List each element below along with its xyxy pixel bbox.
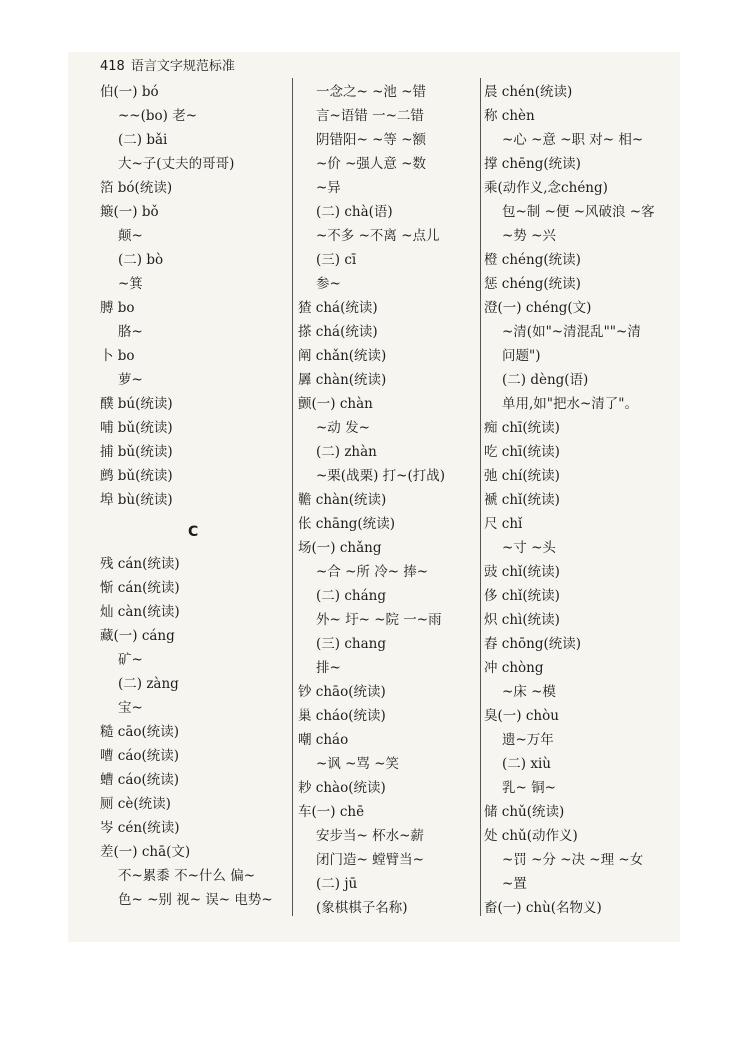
entry-subline: (三) chang [316, 636, 386, 652]
column-right [484, 80, 684, 920]
entry-subline: 矿~ [118, 652, 143, 668]
entry-headword: 藏(一) cáng [100, 628, 175, 644]
entry-headword: 耖 chào(统读) [298, 780, 386, 796]
entry-headword: 臭(一) chòu [484, 708, 559, 724]
entry-subline: 包~制 ~便 ~风破浪 ~客 [502, 204, 655, 220]
entry-headword: 舂 chōng(统读) [484, 636, 582, 652]
entry-subline: ~~(bo) 老~ [118, 108, 198, 124]
entry-headword: 钞 chāo(统读) [298, 684, 386, 700]
entry-subline: 颠~ [118, 228, 143, 244]
entry-headword: 侈 chǐ(统读) [484, 588, 560, 604]
entry-subline: ~合 ~所 冷~ 捧~ [316, 564, 429, 580]
entry-subline: 乳~ 铜~ [502, 780, 556, 796]
entry-headword: 厕 cè(统读) [100, 796, 171, 812]
entry-subline: 不~累黍 不~什么 偏~ [118, 868, 256, 884]
entry-headword: 畜(一) chù(名物义) [484, 900, 602, 916]
entry-subline: (三) cī [316, 252, 357, 268]
entry-subline: ~讽 ~骂 ~笑 [316, 756, 400, 772]
entry-headword: 阐 chǎn(统读) [298, 348, 387, 364]
entry-subline: (二) bò [118, 252, 164, 268]
entry-subline: (二) zhàn [316, 444, 377, 460]
entry-headword: 韂 chàn(统读) [298, 492, 387, 508]
entry-subline: (二) xiù [502, 756, 551, 772]
entry-headword: 差(一) chā(文) [100, 844, 191, 860]
entry-headword: 鹧 bǔ(统读) [100, 468, 173, 484]
entry-headword: 惭 cán(统读) [100, 580, 180, 596]
entry-headword: 搽 chá(统读) [298, 324, 378, 340]
entry-headword: 尺 chǐ [484, 516, 523, 532]
entry-headword: 伥 chāng(统读) [298, 516, 395, 532]
entry-subline: 参~ [316, 276, 341, 292]
entry-headword: 捕 bǔ(统读) [100, 444, 173, 460]
entry-subline: (二) dèng(语) [502, 372, 589, 388]
entry-headword: 岑 cén(统读) [100, 820, 180, 836]
column-middle [298, 80, 488, 920]
entry-headword: 簸(一) bǒ [100, 204, 159, 220]
entry-subline: 阴错阳~ ~等 ~额 [316, 132, 427, 148]
entry-subline: (象棋棋子名称) [316, 900, 408, 916]
entry-headword: 猹 chá(统读) [298, 300, 378, 316]
entry-subline: (二) jū [316, 876, 358, 892]
entry-subline: 宝~ [118, 700, 143, 716]
entry-subline: 言~语错 一~二错 [316, 108, 424, 124]
entry-subline: 萝~ [118, 372, 143, 388]
entry-subline: (二) chà(语) [316, 204, 393, 220]
entry-subline: ~置 [502, 876, 527, 892]
entry-subline: 排~ [316, 660, 341, 676]
entry-subline: 闭门造~ 螳臂当~ [316, 852, 424, 868]
entry-subline: 遗~万年 [502, 732, 554, 748]
entry-headword: 场(一) chǎng [298, 540, 382, 556]
entry-headword: 车(一) chē [298, 804, 365, 820]
entry-subline: 胳~ [118, 324, 143, 340]
entry-headword: 冲 chòng [484, 660, 544, 676]
entry-headword: 橙 chéng(统读) [484, 252, 581, 268]
entry-headword: 储 chǔ(统读) [484, 804, 565, 820]
entry-subline: 色~ ~别 视~ 误~ 电势~ [118, 892, 273, 908]
entry-headword: 箔 bó(统读) [100, 180, 173, 196]
entry-headword: 醭 bú(统读) [100, 396, 173, 412]
entry-subline: 一念之~ ~池 ~错 [316, 84, 427, 100]
entry-headword: 嘈 cáo(统读) [100, 748, 180, 764]
entry-headword: 灿 càn(统读) [100, 604, 180, 620]
entry-subline: 问题") [502, 348, 541, 364]
entry-headword: 澄(一) chéng(文) [484, 300, 592, 316]
entry-headword: 炽 chì(统读) [484, 612, 560, 628]
entry-headword: 哺 bǔ(统读) [100, 420, 173, 436]
page-number: 418 [100, 59, 125, 74]
entry-headword: 称 chèn [484, 108, 535, 124]
entry-subline: ~罚 ~分 ~决 ~理 ~女 [502, 852, 644, 868]
entry-headword: 嘲 cháo [298, 732, 349, 748]
entry-headword: 伯(一) bó [100, 84, 159, 100]
entry-headword: 处 chǔ(动作义) [484, 828, 578, 844]
entry-subline: 单用,如"把水~清了"。 [502, 396, 639, 412]
entry-headword: 乘(动作义,念chéng) [484, 180, 608, 196]
entry-subline: 安步当~ 杯水~薪 [316, 828, 424, 844]
book-title: 语言文字规范标准 [130, 59, 235, 74]
entry-headword: 惩 chéng(统读) [484, 276, 581, 292]
entry-headword: 螬 cáo(统读) [100, 772, 180, 788]
entry-subline: ~清(如"~清混乱""~清 [502, 324, 641, 340]
entry-subline: ~寸 ~头 [502, 540, 556, 556]
entry-headword: 羼 chàn(统读) [298, 372, 387, 388]
entry-headword: 埠 bù(统读) [100, 492, 173, 508]
entry-headword: 豉 chǐ(统读) [484, 564, 560, 580]
entry-headword: 撑 chēng(统读) [484, 156, 581, 172]
entry-headword: 颤(一) chàn [298, 396, 373, 412]
entry-subline: ~不多 ~不离 ~点儿 [316, 228, 440, 244]
entry-headword: 残 cán(统读) [100, 556, 180, 572]
entry-subline: 外~ 圩~ ~院 一~雨 [316, 612, 442, 628]
entry-subline: ~栗(战栗) 打~(打战) [316, 468, 445, 484]
entry-headword: 吃 chī(统读) [484, 444, 560, 460]
running-head [100, 58, 235, 76]
entry-subline: ~动 发~ [316, 420, 370, 436]
entry-headword: 痴 chī(统读) [484, 420, 560, 436]
entry-subline: (二) cháng [316, 588, 386, 604]
entry-headword: 弛 chí(统读) [484, 468, 560, 484]
entry-subline: (二) zàng [118, 676, 179, 692]
entry-subline: 大~子(丈夫的哥哥) [118, 156, 235, 172]
entry-subline: ~异 [316, 180, 341, 196]
entry-subline: ~势 ~兴 [502, 228, 556, 244]
entry-subline: ~床 ~模 [502, 684, 556, 700]
entry-headword: 巢 cháo(统读) [298, 708, 386, 724]
entry-headword: 膊 bo [100, 300, 135, 316]
entry-subline: ~价 ~强人意 ~数 [316, 156, 427, 172]
entry-headword: 褫 chǐ(统读) [484, 492, 560, 508]
entry-headword: 晨 chén(统读) [484, 84, 573, 100]
entry-headword: 卜 bo [100, 348, 135, 364]
entry-headword: 糙 cāo(统读) [100, 724, 180, 740]
section-letter: C [188, 524, 199, 540]
column-left [100, 80, 290, 912]
entry-subline: ~箕 [118, 276, 143, 292]
column-divider [292, 78, 293, 916]
entry-subline: (二) bǎi [118, 132, 168, 148]
entry-subline: ~心 ~意 ~职 对~ 相~ [502, 132, 644, 148]
